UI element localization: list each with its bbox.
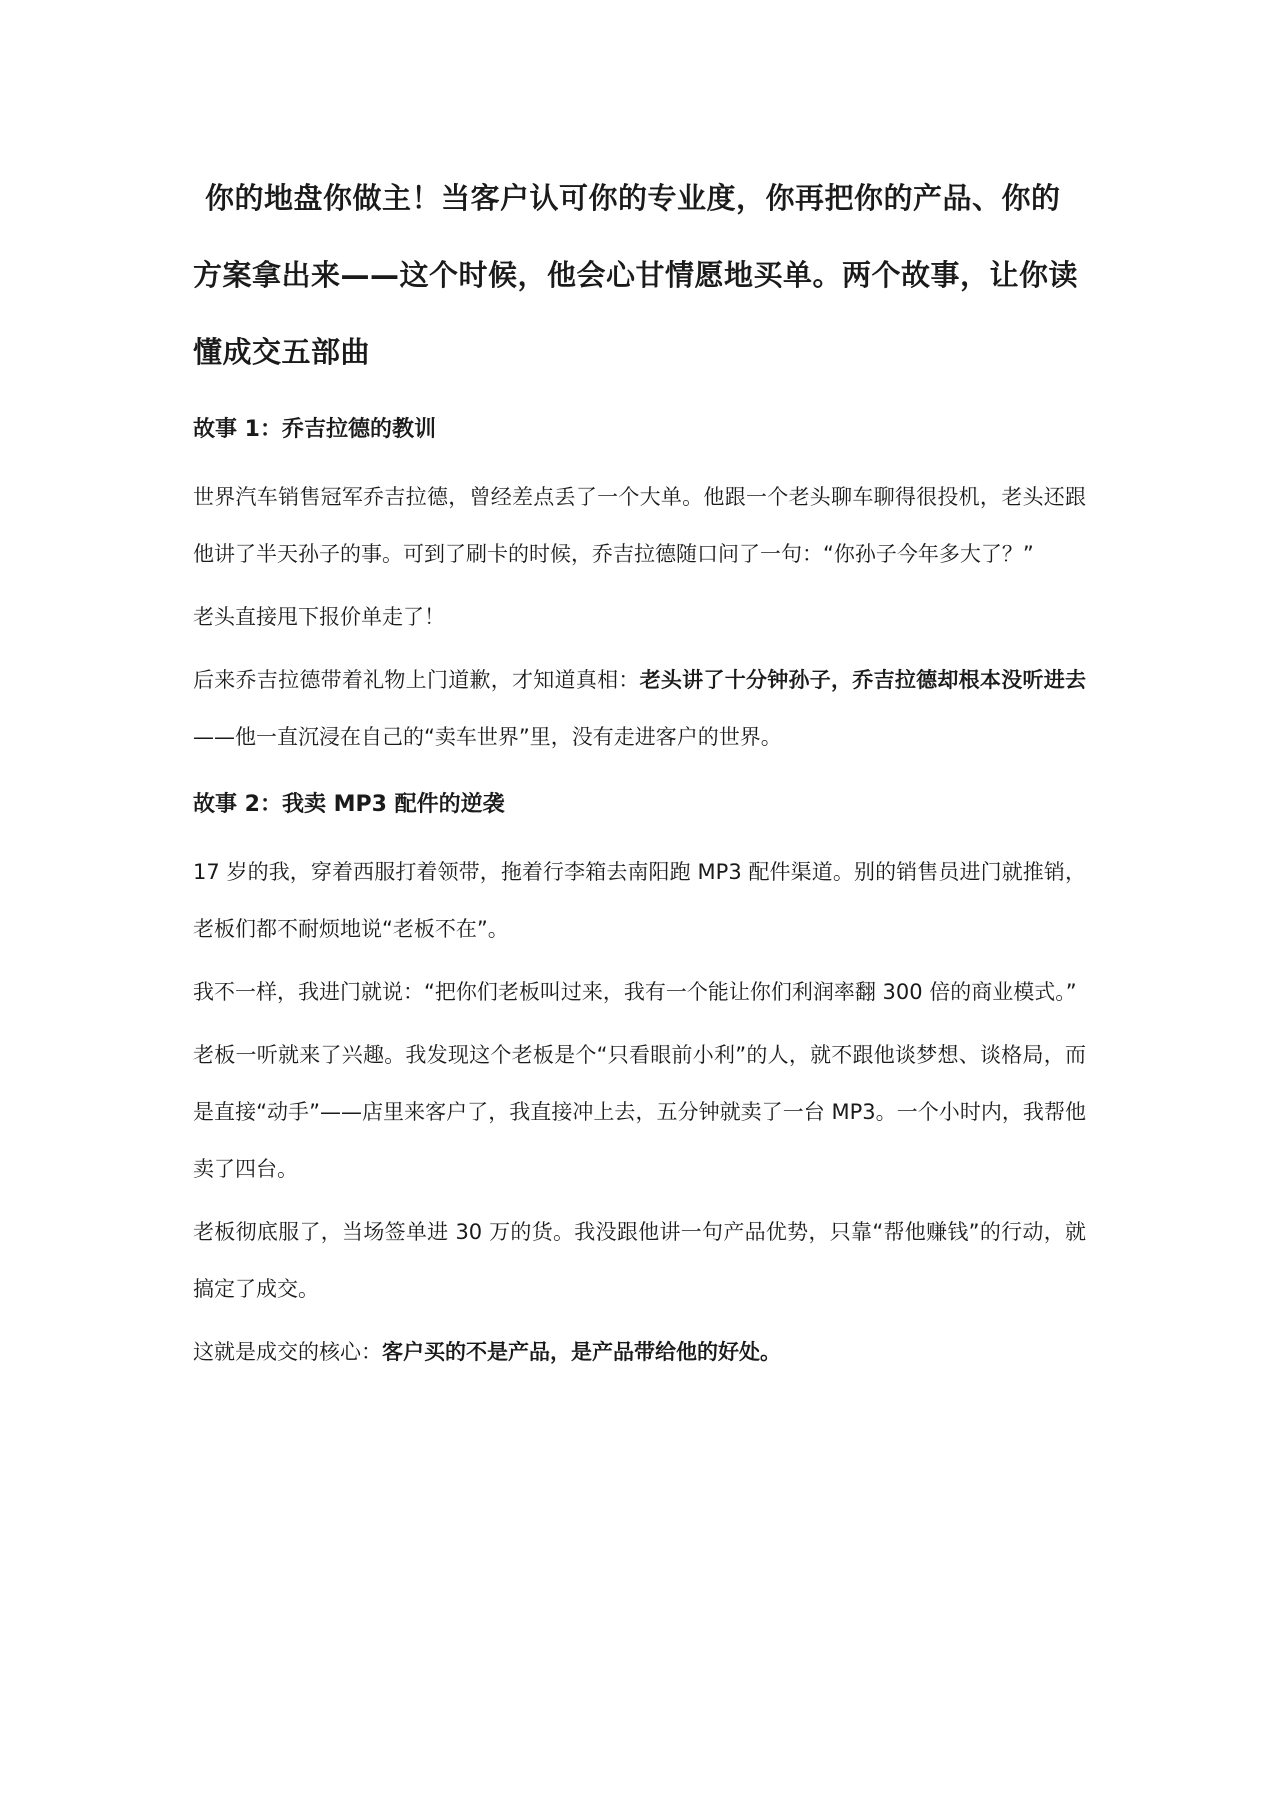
story1-heading: 故事 1：乔吉拉德的教训 <box>193 417 436 442</box>
story2-p5-emphasis: 客户买的不是产品，是产品带给他的好处。 <box>382 1340 781 1364</box>
document-body <box>193 160 1086 1387</box>
story2-paragraph-4: 老板彻底服了，当场签单进 30 万的货。我没跟他讲一句产品优势，只靠“帮他赚钱”的行动，就搞定了成交。 <box>193 1220 1086 1301</box>
article-title: 你的地盘你做主！当客户认可你的专业度，你再把你的产品、你的方案拿出来——这个时候，他会心甘情愿地买单。两个故事，让你读懂成交五部曲 <box>193 181 1079 369</box>
story1-paragraph-2: 老头直接甩下报价单走了！ <box>193 605 445 629</box>
story1-p3-emphasis: 老头讲了十分钟孙子，乔吉拉德却根本没听进去 <box>639 668 1087 692</box>
story2-p5-text: 这就是成交的核心： <box>193 1340 382 1364</box>
story2-heading: 故事 2：我卖 MP3 配件的逆袭 <box>193 792 505 817</box>
story1-paragraph-1: 世界汽车销售冠军乔吉拉德，曾经差点丢了一个大单。他跟一个老头聊车聊得很投机，老头还跟他讲了半天孙子的事。可到了刷卡的时候，乔吉拉德随口问了一句：“你孙子今年多大了？” <box>193 485 1086 566</box>
story2-paragraph-1: 17 岁的我，穿着西服打着领带，拖着行李箱去南阳跑 MP3 配件渠道。别的销售员进门就推销，老板们都不耐烦地说“老板不在”。 <box>193 860 1086 941</box>
story1-p3-text-end: ——他一直沉浸在自己的“卖车世界”里，没有走进客户的世界。 <box>193 725 782 749</box>
story2-paragraph-5 <box>193 1324 1086 1381</box>
story2-paragraph-3: 老板一听就来了兴趣。我发现这个老板是个“只看眼前小利”的人，就不跟他谈梦想、谈格局，而是直接“动手”——店里来客户了，我直接冲上去，五分钟就卖了一台 MP3。一个小时内，我帮他卖了四台。 <box>193 1043 1086 1181</box>
story2-paragraph-2: 我不一样，我进门就说：“把你们老板叫过来，我有一个能让你们利润率翻 300 倍的商业模式。” <box>193 980 1077 1004</box>
story1-paragraph-3 <box>193 652 1086 766</box>
story1-p3-text-start: 后来乔吉拉德带着礼物上门道歉，才知道真相： <box>193 668 640 692</box>
